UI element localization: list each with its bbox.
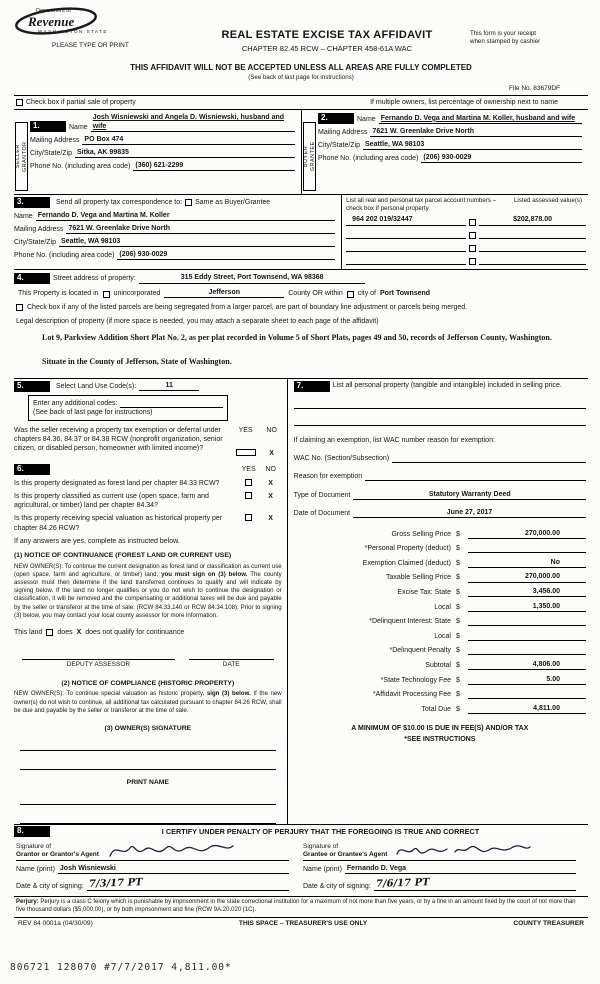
money-value[interactable] xyxy=(468,645,586,655)
notice1-pre: NEW OWNER(S): To continue the current designation as forest land or classification as current use (open space, farm and agriculture, or timber) land, xyxy=(14,562,282,578)
logo-dept-text: Department of xyxy=(36,8,71,14)
date-of-document-label: Date of Document xyxy=(293,510,351,518)
date-of-document-value[interactable]: June 27, 2017 xyxy=(353,508,586,518)
tax-exemption-question-text: Was the seller receiving a property tax exemption or deferral under chapters 84.36, 84.37 or 84.38 RCW (nonprofit organization, senior citizen, or disabled person, homeowner with limited income)? xyxy=(14,426,223,453)
section-6 xyxy=(14,464,282,824)
see-back-note-2: (See back of last page for instructions) xyxy=(33,408,153,416)
header-left xyxy=(14,6,184,62)
grantor-signature-of-label: Signature of xyxy=(16,842,52,850)
historic-yes-checkbox[interactable] xyxy=(245,514,252,521)
grantor-date-value: 7/3/17 PT xyxy=(88,877,143,890)
seller-phone-value[interactable]: (360) 621-2299 xyxy=(133,161,295,171)
does-qualify-checkbox[interactable] xyxy=(46,629,53,636)
segregated-row xyxy=(16,303,588,312)
city-of-label: city of xyxy=(357,289,377,297)
notice1-post: The county assessor must then determine if the land transferred continues to qualify and will indicate by signing below. If the land no longer qualifies or you do not wish to continue the designation or classification, it will be removed and the compensating or additional taxes will be due and payable by the seller or transferor at the time of sale. (RCW 84.33.140 or RCW 84.34.108). Prior to signing (3) below, you may contact your local county assessor for more information. xyxy=(14,570,282,619)
reason-exemption-label: Reason for exemption xyxy=(293,472,363,480)
forest-land-yes-checkbox[interactable] xyxy=(245,479,252,486)
segregated-checkbox[interactable] xyxy=(16,304,23,311)
money-row-subtotal xyxy=(294,655,586,670)
correspondence-name-value[interactable]: Fernando D. Vega and Martina M. Koller xyxy=(36,211,335,221)
buyer-side-label-1: BUYER xyxy=(302,145,309,168)
form-title: REAL ESTATE EXCISE TAX AFFIDAVIT xyxy=(221,29,433,41)
partial-sale-label: Check box if partial sale of property xyxy=(26,98,136,106)
continuance-qualify-row xyxy=(14,628,282,637)
section-5-number: 5. xyxy=(14,381,50,392)
seller-side-label-2: GRANTOR xyxy=(21,141,28,172)
money-value[interactable]: 270,000.00 xyxy=(468,529,586,539)
deputy-date-line[interactable]: DATE xyxy=(189,659,274,669)
correspondence-phone-label: Phone No. (including area code) xyxy=(14,252,115,260)
money-label: *Delinquent Penalty xyxy=(389,647,451,655)
does-not-x-mark[interactable]: X xyxy=(76,629,82,637)
owners-signature-title: (3) OWNER(S) SIGNATURE xyxy=(104,725,192,733)
segregated-label: Check box if any of the listed parcels are being segregated from a larger parcel, are part of boundary line adjustment or parcels being merged. xyxy=(27,303,468,311)
cashier-stamp: 806721 128070 #7/7/2017 4,811.00* xyxy=(10,961,232,973)
correspondence-phone-value[interactable]: (206) 930-0029 xyxy=(117,250,335,260)
grantee-signature-block xyxy=(301,841,588,891)
file-number: File No. 83679DF xyxy=(509,85,560,93)
dollar-sign: $ xyxy=(455,589,460,596)
grantee-signature-of-label: Signature of xyxy=(303,842,339,850)
buyer-name-label: Name xyxy=(357,115,376,123)
legal-description-value[interactable]: Lot 9, Parkview Addition Short Plat No. 2, as per plat recorded in Volume 5 of Short Plats, pages 49 and 50, records of Jefferson County, Washington. xyxy=(42,332,552,342)
deputy-assessor-signature-line[interactable]: DEPUTY ASSESSOR xyxy=(22,659,175,669)
personal-property-line-2[interactable] xyxy=(294,413,586,426)
situate-line: Situate in the County of Jefferson, State of Washington. xyxy=(42,357,232,367)
additional-codes-value[interactable] xyxy=(120,398,223,408)
grantor-name-print-label: Name (print) xyxy=(16,865,55,873)
notice2-pre: NEW OWNER(S): To continue special valuation as historic property, xyxy=(14,690,205,698)
wac-number-value[interactable] xyxy=(392,453,586,463)
section-2-number: 2. xyxy=(318,113,354,124)
grantee-date-value: 7/6/17 PT xyxy=(375,877,430,890)
logo-revenue-text: Revenue xyxy=(28,14,75,29)
land-use-code-value[interactable]: 11 xyxy=(139,381,199,391)
money-value[interactable] xyxy=(468,543,586,553)
parcel-number-value: 964 202 019/32447 xyxy=(346,215,466,225)
parcel-number-blank-4[interactable] xyxy=(346,255,466,265)
seller-name-label: Name xyxy=(69,124,88,132)
forest-land-question-text: Is this property designated as forest land per chapter 84.33 RCW? xyxy=(14,480,220,488)
additional-codes-label: Enter any additional codes: xyxy=(33,399,118,407)
grantor-name-print-value[interactable]: Josh Wisniewski xyxy=(58,864,289,874)
seller-city-label: City/State/Zip xyxy=(30,150,73,158)
assessed-values-header: Listed assessed value(s) xyxy=(513,196,583,204)
money-row-excise-state xyxy=(294,583,586,598)
money-value[interactable]: 3,456.00 xyxy=(468,587,586,597)
notice2-bold: sign (3) below. xyxy=(206,690,251,698)
additional-codes-box xyxy=(28,395,228,421)
notice-continuance-title: (1) NOTICE OF CONTINUANCE (FOREST LAND OR CURRENT USE) xyxy=(14,551,232,559)
assessed-value-blank-4[interactable] xyxy=(479,255,586,265)
print-name-line-2[interactable] xyxy=(20,811,276,824)
personal-property-checkbox-4[interactable] xyxy=(469,258,476,265)
footer-row xyxy=(14,917,588,931)
section-5 xyxy=(14,381,282,458)
type-of-document-value[interactable]: Statutory Warranty Deed xyxy=(353,490,586,500)
section-3-number: 3. xyxy=(14,197,50,208)
money-row-delinquent-interest-local xyxy=(294,626,586,641)
dollar-sign: $ xyxy=(455,691,460,699)
forest-land-question xyxy=(14,479,282,488)
correspondence-name-label: Name xyxy=(14,212,33,220)
section-8 xyxy=(14,824,588,896)
does-label: does xyxy=(57,629,73,637)
no-header: NO xyxy=(266,426,277,434)
if-any-yes-note: If any answers are yes, complete as instructed below. xyxy=(14,537,180,545)
city-checkbox[interactable] xyxy=(347,291,354,298)
money-value[interactable]: 1,350.00 xyxy=(468,602,586,612)
notice-continuance-body xyxy=(14,563,282,621)
exemption-note: If claiming an exemption, list WAC number reason for exemption: xyxy=(293,436,495,444)
top-check-row xyxy=(14,96,588,109)
county-value[interactable]: Jefferson xyxy=(164,288,284,298)
section-1-number: 1. xyxy=(30,121,66,132)
money-row-state-technology-fee xyxy=(294,670,586,685)
grantee-date-label: Date & city of signing: xyxy=(303,882,371,890)
money-value[interactable] xyxy=(468,631,586,641)
money-label: *Personal Property (deduct) xyxy=(364,545,451,553)
buyer-side-label-2: GRANTEE xyxy=(309,141,316,172)
historic-no-mark[interactable]: X xyxy=(268,515,273,523)
section-4 xyxy=(14,269,588,378)
please-type-label: PLEASE TYPE OR PRINT xyxy=(52,42,129,49)
current-use-no-mark[interactable]: X xyxy=(268,493,273,501)
buyer-phone-value[interactable]: (206) 930-0029 xyxy=(421,153,582,163)
no-header-2: NO xyxy=(265,466,276,474)
grantor-signature[interactable] xyxy=(106,838,236,864)
seller-city-value[interactable]: Sitka, AK 99835 xyxy=(75,148,295,158)
section-7-number: 7. xyxy=(294,381,330,392)
seller-address-value[interactable]: PO Box 474 xyxy=(82,135,295,145)
forest-land-no-mark[interactable]: X xyxy=(268,480,273,488)
header-center xyxy=(184,6,470,62)
grantor-signature-block xyxy=(14,841,301,891)
money-label: Exemption Claimed (deduct) xyxy=(362,559,451,567)
grantor-agent-label: Grantor or Grantor's Agent xyxy=(16,851,99,859)
perjury-text: Perjury is a class C felony which is punishable by imprisonment in the state correctional institution for a maximum of not more than five years, or by a fine in an amount fixed by the court of not more than five thousand dollars ($5,000.00), or by both imprisonment and fine (RCW 9A.20.020 (1C). xyxy=(16,898,576,913)
current-use-yes-checkbox[interactable] xyxy=(245,492,252,499)
money-label: Total Due xyxy=(421,705,451,713)
seller-side-label-1: SELLER xyxy=(14,144,21,169)
money-value[interactable] xyxy=(468,689,586,699)
money-value[interactable]: 4,806.00 xyxy=(468,660,586,670)
personal-property-checkbox-2[interactable] xyxy=(469,232,476,239)
this-land-label: This land xyxy=(14,629,43,637)
dollar-sign: $ xyxy=(455,647,460,655)
property-location-row xyxy=(18,288,588,298)
personal-property-checkbox-1[interactable] xyxy=(469,219,476,226)
located-in-label: This Property is located in xyxy=(18,289,99,297)
dollar-sign: $ xyxy=(455,618,460,626)
money-value[interactable] xyxy=(468,616,586,626)
money-label: Local xyxy=(434,603,451,611)
money-label: Subtotal xyxy=(425,661,451,669)
money-row-taxable xyxy=(294,568,586,583)
personal-property-intro: List all personal property (tangible and intangible) included in selling price. xyxy=(332,381,562,389)
does-not-label: does not qualify for continuance xyxy=(85,629,185,637)
money-value[interactable]: 270,000.00 xyxy=(468,572,586,582)
warning-line: THIS AFFIDAVIT WILL NOT BE ACCEPTED UNLESS ALL AREAS ARE FULLY COMPLETED xyxy=(130,63,472,72)
current-use-question-text: Is this property classified as current use (open space, farm and agricultural, or timber) land per chapter 84.34? xyxy=(14,493,209,510)
section-8-number: 8. xyxy=(14,826,50,837)
section-4-number: 4. xyxy=(14,273,50,284)
same-as-buyer-label: Same as Buyer/Grantee xyxy=(195,198,271,206)
minimum-due-note: A MINIMUM OF $10.00 IS DUE IN FEE(S) AND/OR TAX xyxy=(351,724,529,732)
money-label: Local xyxy=(434,632,451,640)
correspondence-address-label: Mailing Address xyxy=(14,226,64,234)
notice-compliance-body xyxy=(14,690,282,715)
dollar-sign: $ xyxy=(455,632,460,640)
unincorporated-checkbox[interactable] xyxy=(103,291,110,298)
parcel-number-blank-3[interactable] xyxy=(346,242,466,252)
parties-section xyxy=(14,109,588,194)
money-table xyxy=(294,524,586,714)
parcel-numbers-header: List all real and personal tax parcel account numbers – check box if personal property xyxy=(346,196,497,212)
form-header xyxy=(14,6,588,62)
exemption-yes-checkbox[interactable] xyxy=(236,449,256,456)
historic-property-question-text: Is this property receiving special valuation as historical property per chapter 84.26 RCW? xyxy=(14,515,223,532)
section-7 xyxy=(287,379,588,824)
owner-signature-line-2[interactable] xyxy=(20,757,276,770)
see-instructions-note: *SEE INSTRUCTIONS xyxy=(404,735,476,743)
money-row-exemption-claimed xyxy=(294,553,586,568)
money-row-gross xyxy=(294,524,586,539)
buyer-address-value[interactable]: 7621 W. Greenlake Drive North xyxy=(370,127,582,137)
money-label: Gross Selling Price xyxy=(391,530,451,538)
notice2-post: If the new owner(s) do not wish to continue, all additional tax calculated pursuant to chapter 84.26 RCW, shall be due and payable by the seller or transferor at the time of sale. xyxy=(14,690,282,714)
buyer-section xyxy=(301,110,588,194)
money-row-delinquent-interest-state xyxy=(294,612,586,627)
buyer-name-value[interactable]: Fernando D. Vega and Martina M. Koller, husband and wife xyxy=(379,114,582,124)
legal-description-label: Legal description of property (if more space is needed, you may attach a separate sheet to each page of the affidavit) xyxy=(16,317,379,325)
dollar-sign: $ xyxy=(455,530,460,538)
logo-state-text: WASHINGTON STATE xyxy=(38,29,108,34)
assessed-value-blank-3[interactable] xyxy=(479,242,586,252)
street-address-label: Street address of property: xyxy=(53,275,136,283)
certify-statement: I CERTIFY UNDER PENALTY OF PERJURY THAT THE FOREGOING IS TRUE AND CORRECT xyxy=(161,826,480,836)
buyer-address-label: Mailing Address xyxy=(318,128,368,136)
same-as-buyer-checkbox[interactable] xyxy=(185,199,192,206)
grantee-name-print-value[interactable]: Fernando D. Vega xyxy=(345,864,576,874)
dor-logo xyxy=(14,6,124,38)
money-row-affidavit-processing-fee xyxy=(294,685,586,700)
county-or-within-label: County OR within xyxy=(288,289,343,297)
send-correspondence-label: Send all property tax correspondence to: xyxy=(56,198,183,206)
perjury-label: Perjury: xyxy=(16,898,39,905)
current-use-question xyxy=(14,492,282,510)
dollar-sign: $ xyxy=(455,545,460,553)
parcel-number-blank-2[interactable] xyxy=(346,229,466,239)
section-3 xyxy=(14,194,588,269)
owner-signature-line-1[interactable] xyxy=(20,738,276,751)
correspondence-city-label: City/State/Zip xyxy=(14,239,57,247)
buyer-phone-label: Phone No. (including area code) xyxy=(318,155,419,163)
grantee-agent-label: Grantee or Grantee's Agent xyxy=(303,851,388,859)
form-rev-number: REV 84 0001a (04/30/09) xyxy=(18,919,93,927)
left-column xyxy=(14,379,287,824)
notice-compliance-title: (2) NOTICE OF COMPLIANCE (HISTORIC PROPERTY) xyxy=(61,679,235,687)
unincorporated-label: unincorporated xyxy=(113,289,161,297)
grantor-date-label: Date & city of signing: xyxy=(16,882,84,890)
dollar-sign: $ xyxy=(455,603,460,611)
reason-exemption-value[interactable] xyxy=(365,471,586,481)
grantee-date-line[interactable] xyxy=(374,877,576,891)
money-label: *State Technology Fee xyxy=(380,676,451,684)
dollar-sign: $ xyxy=(455,676,460,684)
seller-name-value[interactable]: Josh Wisniewski and Angela D. Wisniewski, husband and wife xyxy=(91,113,295,132)
buyer-city-label: City/State/Zip xyxy=(318,142,361,150)
perjury-note xyxy=(14,896,588,917)
buyer-city-value[interactable]: Seattle, WA 98103 xyxy=(363,140,582,150)
assessed-value: $202,878.00 xyxy=(479,215,586,225)
type-of-document-label: Type of Document xyxy=(293,491,351,499)
main-columns xyxy=(14,378,588,824)
dollar-sign: $ xyxy=(455,705,460,713)
city-value[interactable]: Port Townsend xyxy=(380,289,431,297)
see-back-note: (See back of last page for instructions) xyxy=(248,74,354,82)
deputy-assessor-row xyxy=(14,659,282,669)
money-label: *Affidavit Processing Fee xyxy=(372,691,451,699)
seller-section xyxy=(14,110,301,194)
money-value[interactable]: 5.00 xyxy=(468,675,586,685)
buyer-side-label xyxy=(303,122,316,191)
print-name-line-1[interactable] xyxy=(20,792,276,805)
seller-side-label xyxy=(15,122,28,191)
money-value[interactable]: No xyxy=(468,558,586,568)
money-label: Taxable Selling Price xyxy=(386,574,451,582)
multiple-owners-note: If multiple owners, list percentage of ownership next to name xyxy=(370,98,558,106)
grantor-date-line[interactable] xyxy=(87,877,289,891)
receipt-note xyxy=(470,6,588,62)
grantee-signature[interactable] xyxy=(393,838,533,864)
dollar-sign: $ xyxy=(455,574,460,582)
yes-header-2: YES xyxy=(241,466,256,474)
yes-header: YES xyxy=(238,426,253,434)
wac-number-label: WAC No. (Section/Subsection) xyxy=(293,454,390,462)
money-value[interactable]: 4,811.00 xyxy=(468,704,586,714)
assessed-value-blank-2[interactable] xyxy=(479,229,586,239)
dollar-sign: $ xyxy=(455,559,460,567)
receipt-note-line1: This form is your receipt xyxy=(470,30,537,37)
seller-phone-label: Phone No. (including area code) xyxy=(30,163,131,171)
street-address-value[interactable]: 315 Eddy Street, Port Townsend, WA 98368 xyxy=(139,273,366,283)
money-label: Excise Tax: State xyxy=(397,589,451,596)
money-row-delinquent-penalty xyxy=(294,641,586,656)
historic-property-question xyxy=(14,514,282,532)
tax-exemption-question xyxy=(14,426,282,458)
dollar-sign: $ xyxy=(455,661,460,669)
form-subtitle: CHAPTER 82.45 RCW – CHAPTER 458-61A WAC xyxy=(241,44,413,54)
receipt-note-line2: when stamped by cashier xyxy=(470,38,541,46)
exemption-no-mark[interactable]: X xyxy=(269,450,274,458)
county-treasurer-label: COUNTY TREASURER xyxy=(513,919,584,927)
seller-address-label: Mailing Address xyxy=(30,137,80,145)
money-label: *Delinquent Interest: State xyxy=(369,618,451,626)
personal-property-checkbox-3[interactable] xyxy=(469,245,476,252)
land-use-label: Select Land Use Code(s): xyxy=(56,382,137,390)
personal-property-line-1[interactable] xyxy=(294,396,586,409)
notice1-bold: you must sign on (3) below. xyxy=(161,570,248,578)
money-row-personal-property xyxy=(294,539,586,554)
print-name-title: PRINT NAME xyxy=(126,778,169,786)
money-row-total-due xyxy=(294,699,586,714)
partial-sale-checkbox[interactable] xyxy=(16,99,23,106)
grantee-name-print-label: Name (print) xyxy=(303,865,342,873)
correspondence-city-value[interactable]: Seattle, WA 98103 xyxy=(59,237,335,247)
correspondence-address-value[interactable]: 7621 W. Greenlake Drive North xyxy=(66,224,335,234)
treasurer-space-label: THIS SPACE – TREASURER'S USE ONLY xyxy=(238,919,368,927)
money-row-excise-local xyxy=(294,597,586,612)
section-6-number: 6. xyxy=(14,464,50,475)
